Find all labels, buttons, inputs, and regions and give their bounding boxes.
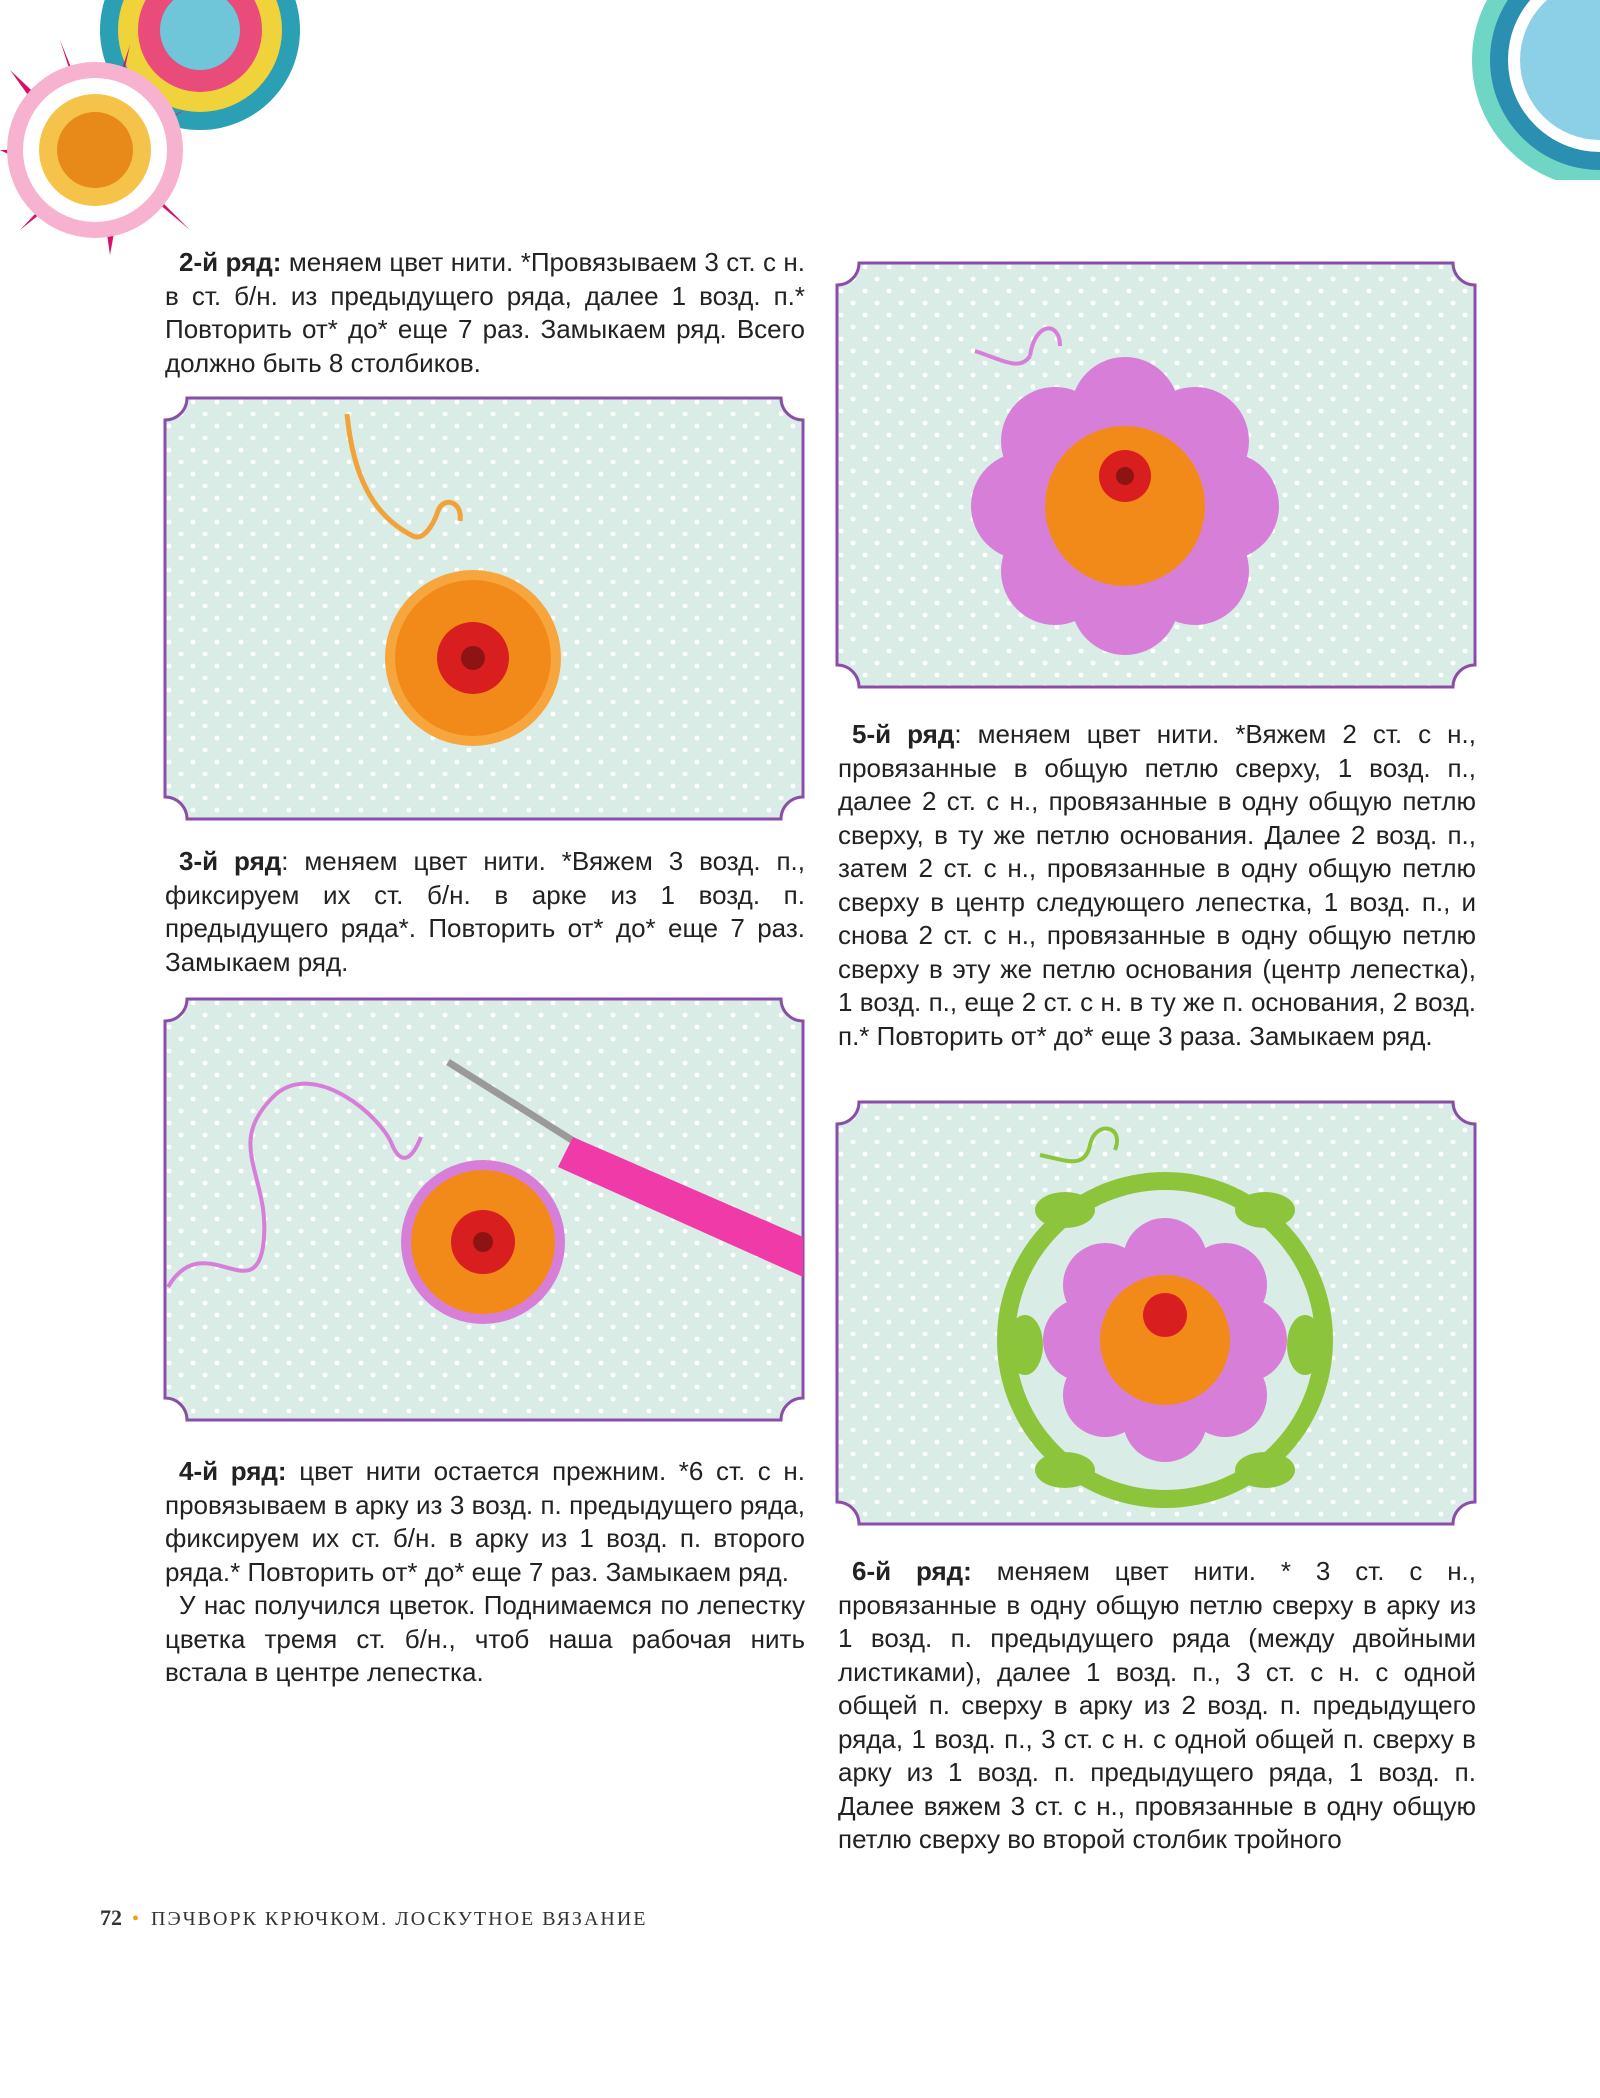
row5-body: : меняем цвет нити. *Вяжем 2 ст. с н., провязанные в общую петлю сверху, 1 возд. п., далее 2 ст. с н., провязанные в одну общую петлю сверху, в ту же петлю основания. Далее 2 возд. п., затем 2 ст. с н., провязанные в одну общую петлю сверху в центр следующего лепестка, 1 возд. п., и снова 2 ст. с н., провязанные в одну общую петлю сверху в эту же петлю основания (центр лепестка), 1 возд. п., еще 2 ст. с н. в ту же п. основания, 2 возд. п.* Повторить от* до* еще 3 раза. Замыкаем ряд. [838, 719, 1476, 1051]
row2-heading: 2-й ряд: [179, 247, 282, 277]
row4-body: цвет нити остается прежним. *6 ст. с н. провязываем в арку из 3 возд. п. предыдущего ряда, фиксируем их ст. б/н. в арку из 1 возд. п. второго ряда.* Повторить от* до* еще 7 раз. Замыкаем ряд. [165, 1456, 806, 1587]
photo-row5 [835, 1100, 1477, 1526]
row5-text [838, 718, 1476, 1053]
decorative-flower-top-left [0, 0, 310, 275]
row6-text [838, 1555, 1476, 1857]
row4-text [165, 1455, 805, 1690]
book-title: ПЭЧВОРК КРЮЧКОМ. ЛОСКУТНОЕ ВЯЗАНИЕ [151, 1908, 648, 1930]
row4-paragraph2: У нас получился цветок. Поднимаемся по лепестку цветка тремя ст. б/н., чтоб наша рабочая нить встала в центре лепестка. [165, 1590, 805, 1687]
row6-body: меняем цвет нити. * 3 ст. с н., провязанные в одну общую петлю сверху в арку из 1 возд. п. предыдущего ряда (между двойными листиками), далее 1 возд. п., 3 ст. с н. с одной общей п. сверху в арку из 2 возд. п. предыдущего ряда, 1 возд. п., 3 ст. с н. с одной общей п. сверху в арку из 1 возд. п. предыдущего ряда, 1 возд. п. Далее вяжем 3 ст. с н., провязанные в одну общую петлю сверху во второй столбик тройного [838, 1556, 1476, 1854]
row5-heading: 5-й ряд [852, 719, 955, 749]
decorative-motif-top-right [1430, 0, 1600, 185]
photo-row2 [163, 396, 805, 821]
row4-heading: 4-й ряд: [179, 1456, 287, 1486]
row2-text [165, 246, 805, 380]
row3-text [165, 845, 805, 979]
footer-separator-dot: • [132, 1908, 142, 1930]
photo-row3 [163, 997, 805, 1422]
page-number: 72 [100, 1905, 122, 1930]
page-footer [100, 1905, 648, 1931]
photo-row4 [835, 261, 1477, 689]
row3-body: : меняем цвет нити. *Вяжем 3 возд. п., фиксируем их ст. б/н. в арке из 1 возд. п. предыдущего ряда*. Повторить от* до* еще 7 раз. Замыкаем ряд. [165, 846, 805, 977]
row3-heading: 3-й ряд [179, 846, 282, 876]
row2-body: меняем цвет нити. *Провязываем 3 ст. с н. в ст. б/н. из предыдущего ряда, далее 1 возд. п.* Повторить от* до* еще 7 раз. Замыкаем ряд. Всего должно быть 8 столбиков. [165, 247, 805, 378]
row6-heading: 6-й ряд: [852, 1556, 972, 1586]
